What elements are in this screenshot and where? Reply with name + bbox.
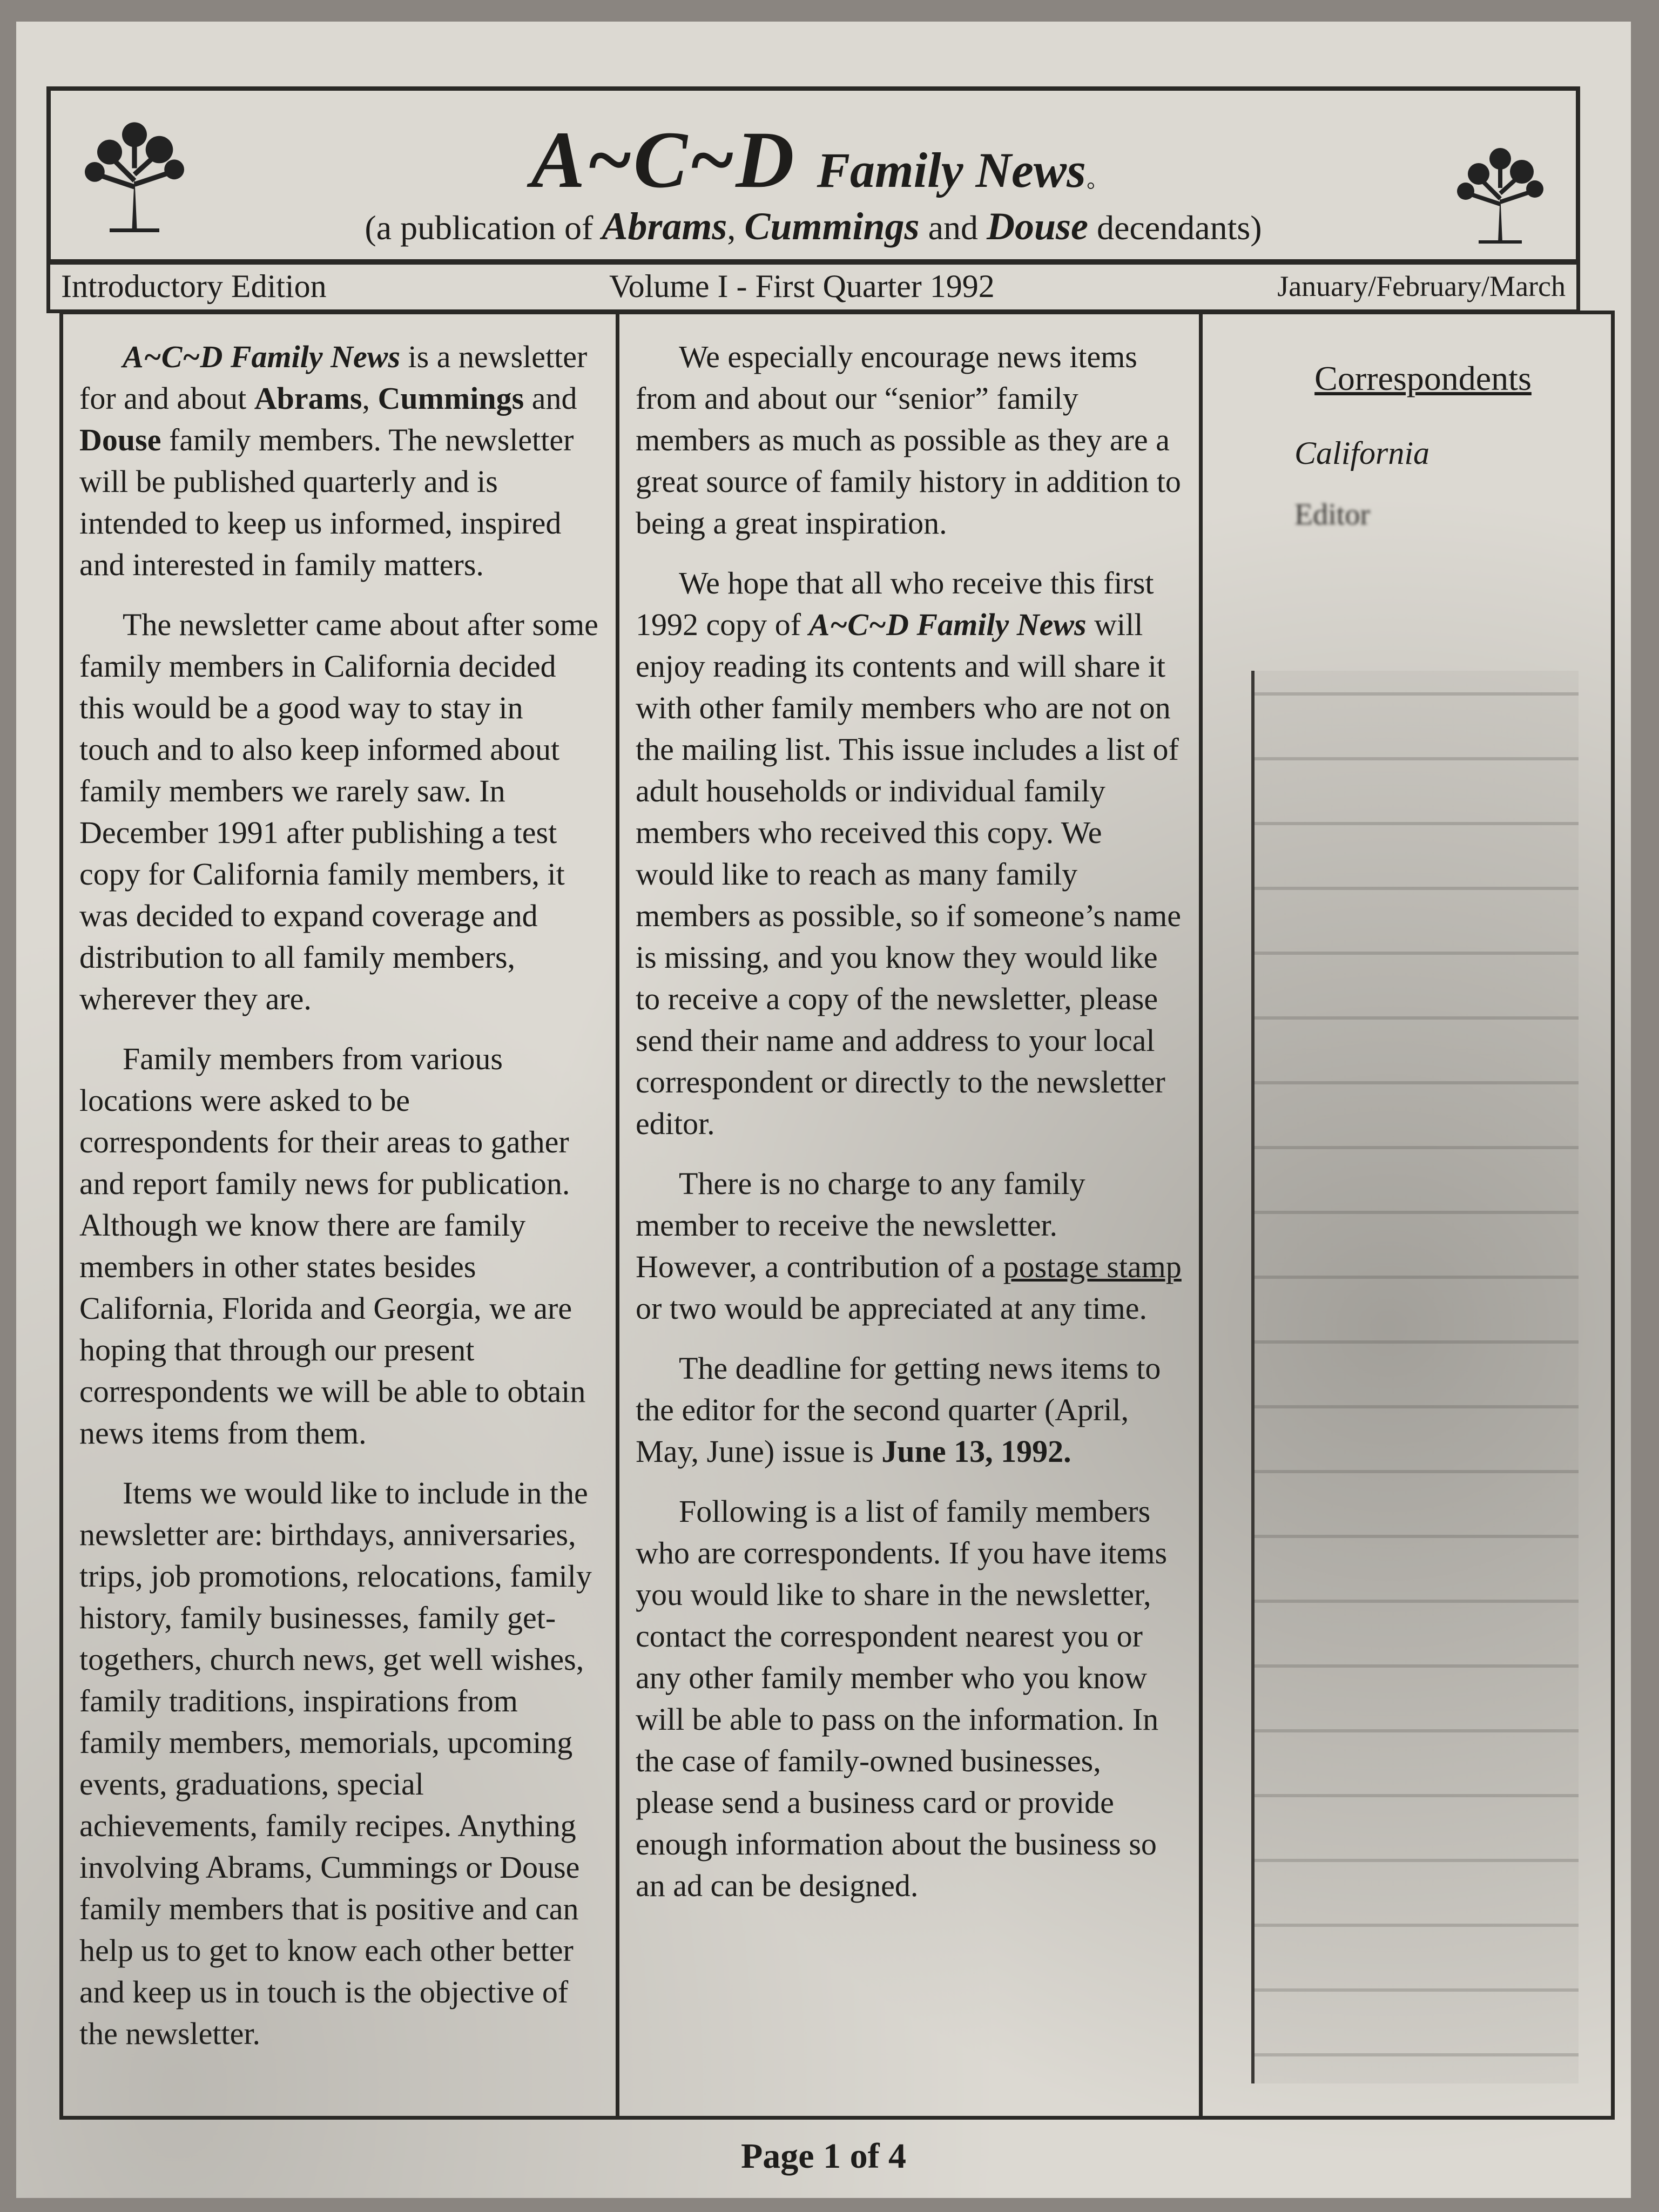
months-label: January/February/March xyxy=(1277,270,1566,302)
volume-label: Volume I - First Quarter 1992 xyxy=(609,268,995,304)
page-number: Page 1 of 4 xyxy=(740,2136,907,2176)
paragraph: There is no charge to any family member to receive the newsletter. However, a contribution of a postage stamp or two would be appreciated at any time. xyxy=(636,1166,1182,1326)
paragraph: A~C~D Family News is a newsletter for and about Abrams, Cummings and Douse family members. The newsletter will be published quarterly and is intended to keep us informed, inspired and interested in family matters. xyxy=(79,339,588,582)
paragraph: Family members from various locations were asked to be correspondents for their areas to gather and report family news for publication. Although we know there are family members in other states besides California, Florida and Georgia, we are hoping that through our present correspondents we will be able to obtain news items from them. xyxy=(79,1041,586,1451)
paragraph: The newsletter came about after some family members in California decided this would be a good way to stay in touch and to also keep informed about family members we rarely saw. In December 1991 after publishing a test copy for California family members, it was decided to expand coverage and distribution to all family members, wherever they are. xyxy=(79,607,598,1016)
column-left xyxy=(63,314,619,2116)
brand-subtitle: Family News xyxy=(817,143,1086,198)
paragraph: Items we would like to include in the newsletter are: birthdays, anniversaries, trips, job promotions, relocations, family history, family businesses, family get-togethers, church news, get well wishes, family traditions, inspirations from family members, memorials, upcoming events, graduations, special achievements, family recipes. Anything involving Abrams, Cummings or Douse family members that is positive and can help us to get to know each other better and keep us in touch is the objective of the newsletter. xyxy=(79,1475,592,2051)
publication-subtitle: (a publication of Abrams, Cummings and Douse decendants) xyxy=(365,205,1262,248)
paragraph: We especially encourage news items from and about our “senior” family members as much as possible as they are a great source of family history in addition to being a great inspiration. xyxy=(636,339,1181,541)
paragraph: The deadline for getting news items to the editor for the second quarter (April, May, June) issue is June 13, 1992. xyxy=(636,1351,1161,1469)
paragraph: Following is a list of family members who are correspondents. If you have items you would like to share in the newsletter, contact the correspondent nearest you or any other family member who you know will be able to pass on the information. In the case of family-owned businesses, please send a business card or provide enough information about the business so an ad can be designed. xyxy=(636,1494,1168,1903)
paragraph: We hope that all who receive this first 1992 copy of A~C~D Family News will enjoy reading its contents and will share it with other family members who are not on the mailing list. This issue includes a list of adult households or individual family members who received this copy. We would like to reach as many family members as possible, so if someone’s name is missing, and you know they would like to receive a copy of the newsletter, please send their name and address to your local correspondent or directly to the newsletter editor. xyxy=(636,565,1181,1141)
registered-icon: ◦ xyxy=(1085,170,1096,200)
column-middle xyxy=(619,314,1203,2116)
newsletter-page xyxy=(16,22,1631,2198)
title-row xyxy=(51,113,1576,206)
edition-label: Introductory Edition xyxy=(61,268,327,304)
brand-title: A~C~D xyxy=(531,115,795,205)
issue-info-bar xyxy=(46,259,1580,313)
tree-icon xyxy=(1446,139,1554,247)
faded-correspondent-list xyxy=(1251,671,1579,2083)
correspondent-line: Editor xyxy=(1294,498,1370,531)
correspondent-state: California xyxy=(1294,435,1430,471)
article-columns xyxy=(59,311,1615,2120)
column-right xyxy=(1203,314,1611,2116)
masthead xyxy=(46,86,1580,265)
correspondents-heading: Correspondents xyxy=(1314,359,1532,397)
